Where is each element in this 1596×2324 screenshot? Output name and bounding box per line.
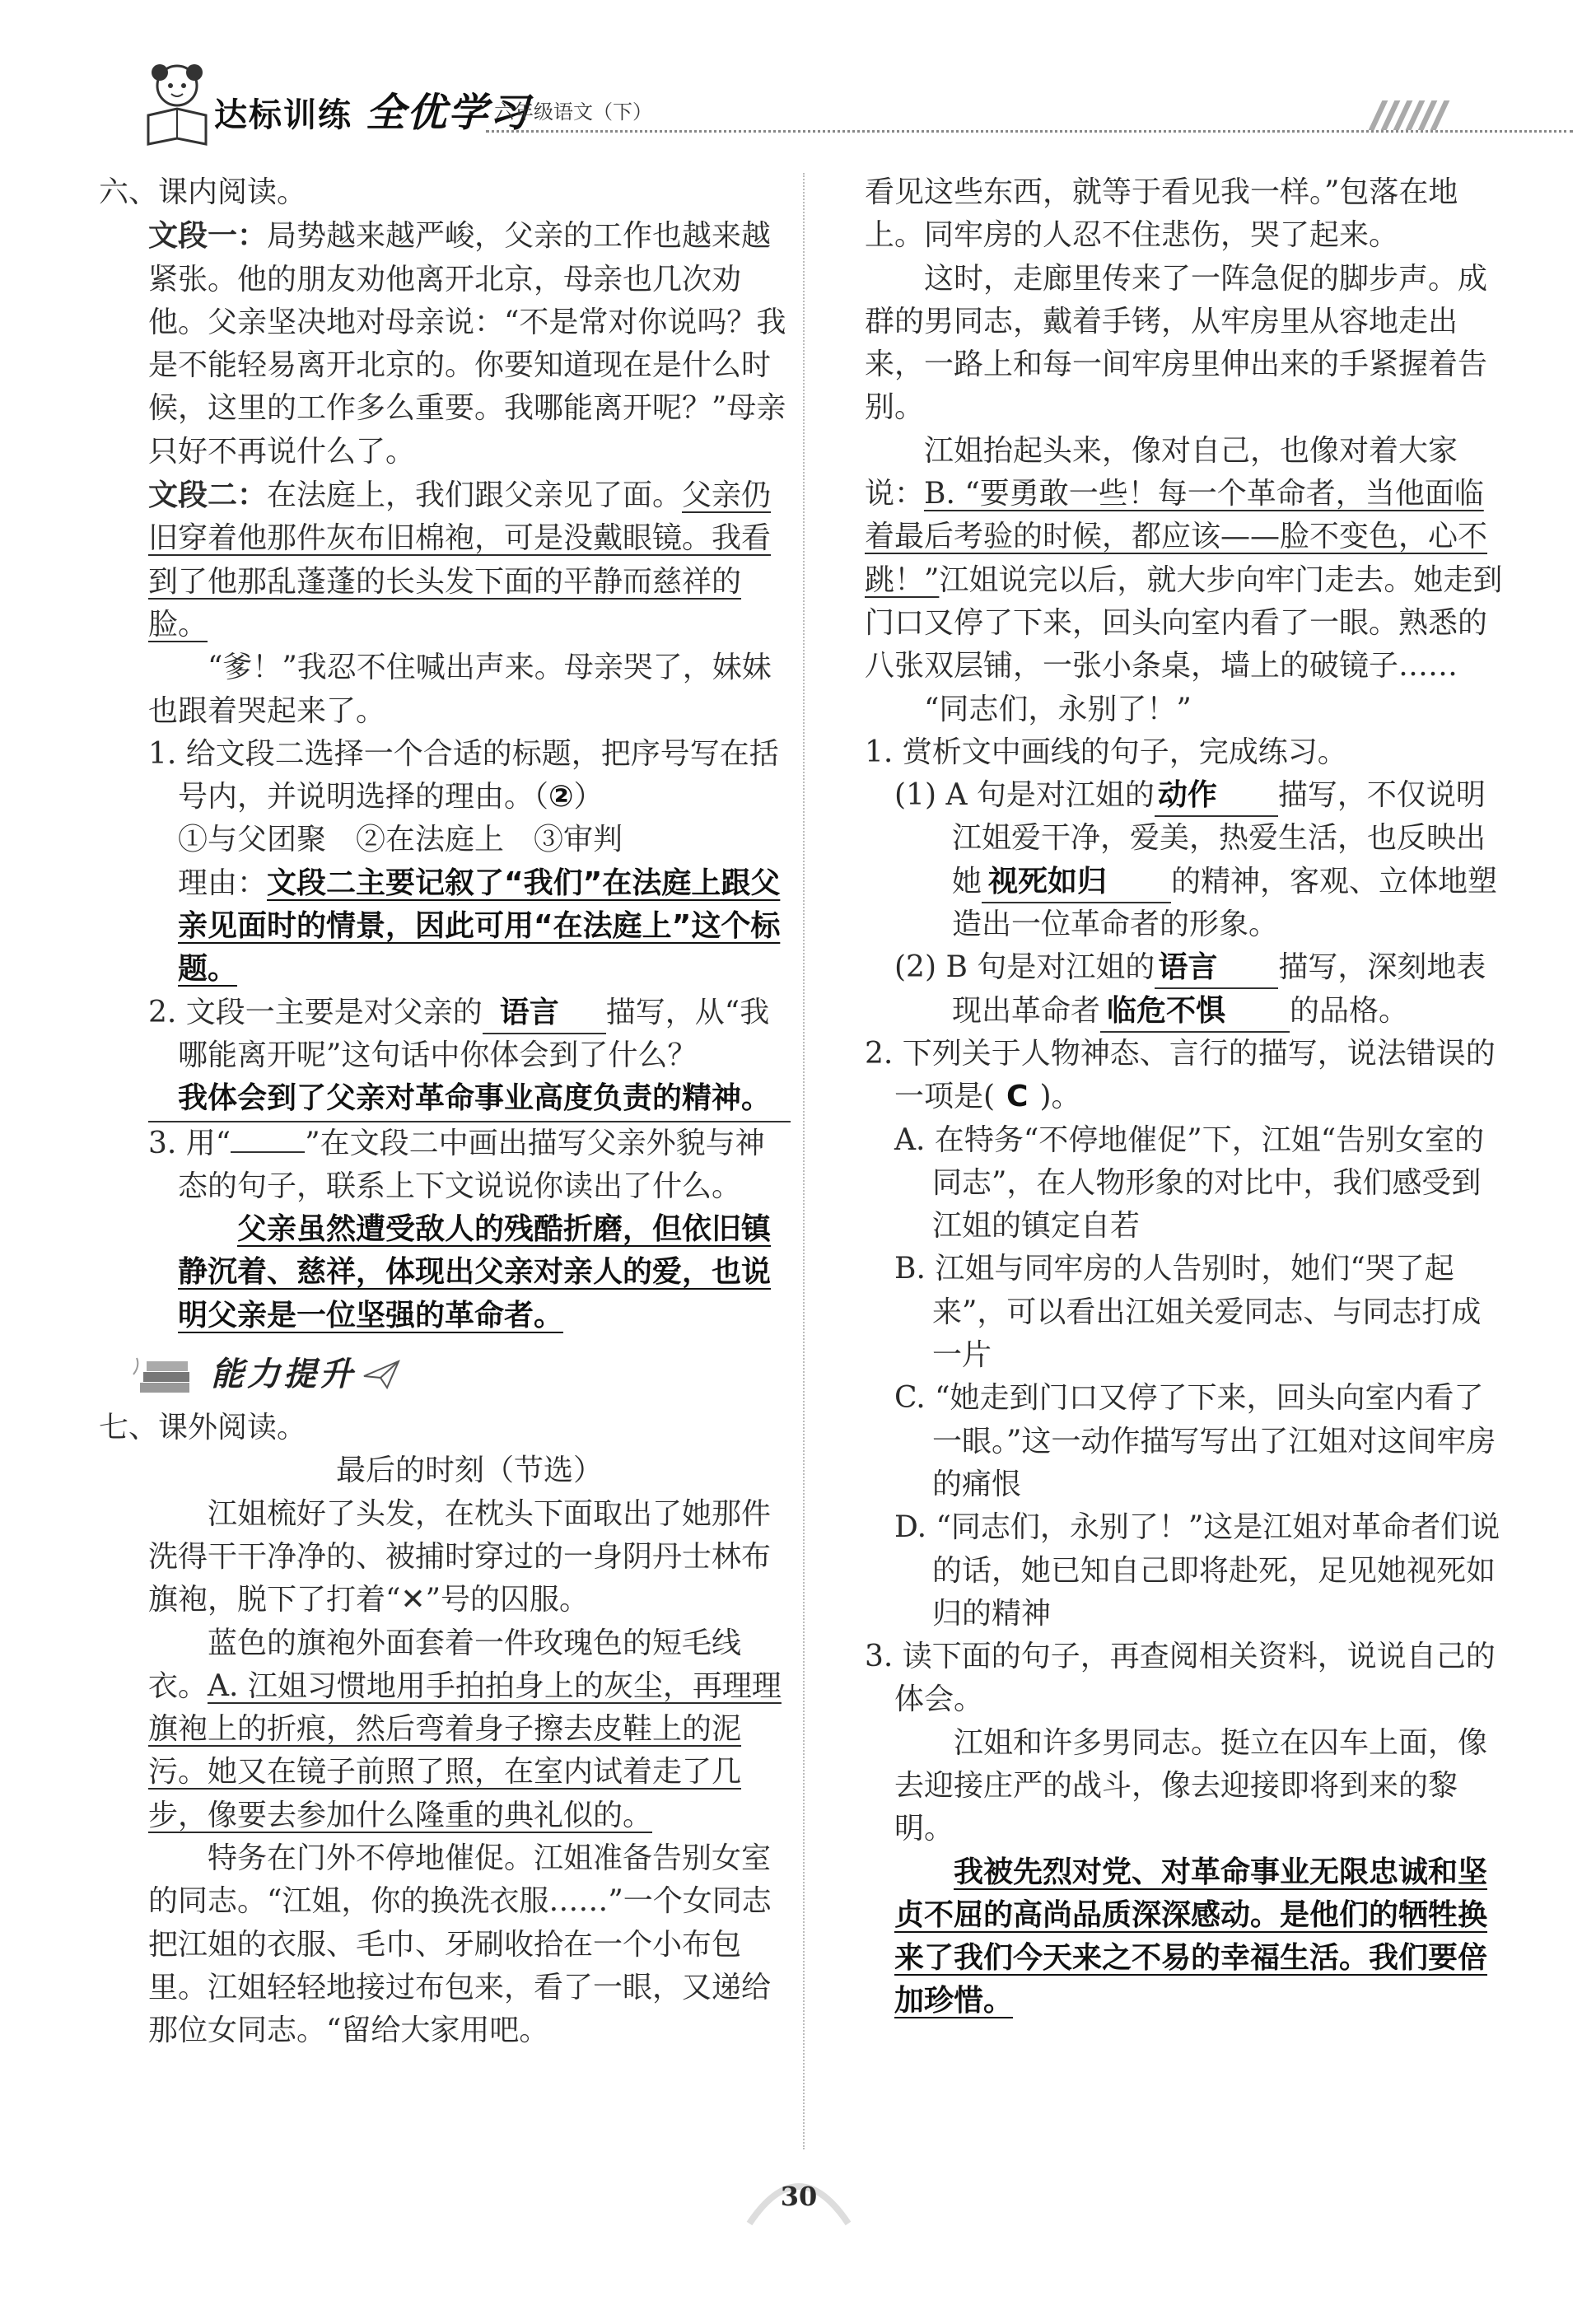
ability-banner bbox=[132, 1346, 791, 1403]
r-question-1-2 bbox=[865, 946, 1507, 1033]
option-d: D. “同志们，永别了！”这是江姐对革命者们说的话，她已知自己即将赴死，足见她视死如归的精神 bbox=[894, 1510, 1500, 1631]
question-2-answer-line bbox=[148, 1077, 791, 1122]
q1-2-text-b: 描写，深刻地表现出革命者 bbox=[952, 950, 1486, 1028]
underline-sample bbox=[231, 1151, 305, 1153]
option-c: C. “她走到门口又停了下来，回头向室内看了一眼。”这一动作描写写出了江姐对这间牢房的痛恨 bbox=[894, 1381, 1496, 1501]
story-para-2 bbox=[148, 1622, 791, 1837]
question-3-answer: 父亲虽然遭受敌人的残酷折磨，但依旧镇静沉着、慈祥，体现出父亲对亲人的爱，也说明父亲是一位坚强的革命者。 bbox=[178, 1212, 772, 1332]
r-question-3-quote: 江姐和许多男同志。挺立在囚车上面，像去迎接庄严的战斗，像去迎接即将到来的黎明。 bbox=[894, 1725, 1488, 1846]
section-heading-6: 六、课内阅读。 bbox=[99, 175, 307, 209]
question-1-reason bbox=[148, 862, 791, 992]
passage-2-label: 文段二： bbox=[148, 478, 268, 513]
grade-label: 六年级语文（下） bbox=[494, 100, 652, 124]
r-question-3-answer: 我被先烈对党、对革命事业无限忠诚和坚贞不屈的高尚品质深深感动。是他们的牺牲换来了我们今天来之不易的幸福生活。我们要倍加珍惜。 bbox=[894, 1855, 1488, 2018]
q1-1-text-b: 描写，不仅说明江姐爱干净，爱美，热爱生活，也反映出她 bbox=[952, 778, 1486, 898]
left-column bbox=[99, 171, 791, 2052]
story-para-6 bbox=[865, 430, 1507, 688]
brand-name: 达标训练 bbox=[214, 96, 352, 134]
passage-2-underlined: 父亲仍旧穿着他那件灰布旧棉袍，可是没戴眼镜。我看到了他那乱蓬蓬的长头发下面的平静而慈祥的脸。 bbox=[148, 478, 772, 642]
r-question-2-answer: C bbox=[1006, 1080, 1029, 1114]
question-1-answer: ② bbox=[548, 780, 574, 814]
r-question-1: 1. 赏析文中画线的句子，完成练习。 bbox=[865, 735, 1347, 769]
brand-series: 全优学习 bbox=[365, 90, 530, 136]
page-header bbox=[124, 49, 1524, 148]
story-title: 最后的时刻（节选） bbox=[335, 1454, 603, 1488]
question-3-text: 3. 用“ bbox=[148, 1126, 231, 1160]
option-a: A. 在特务“不停地催促”下，江姐“告别女室的同志”，在人物形象的对比中，我们感受到江姐的镇定自若 bbox=[894, 1122, 1485, 1244]
passage-3: “爹！”我忍不住喊出声来。母亲哭了，妹妹也跟着哭起来了。 bbox=[148, 651, 772, 728]
question-1-close: ） bbox=[573, 780, 604, 814]
question-1-options: ①与父团聚 ②在法庭上 ③审判 bbox=[178, 823, 623, 857]
question-2-text-b: 描写，从“我哪能离开呢”这句话中你体会到了什么？ bbox=[178, 995, 770, 1072]
passage-1-label: 文段一： bbox=[148, 218, 268, 254]
q1-2-answer-2: 临危不惧 bbox=[1100, 992, 1290, 1033]
story-para-3: 特务在门外不停地催促。江姐准备告别女室的同志。“江姐，你的换洗衣服……”一个女同志把江姐的衣服、毛巾、牙刷收拾在一个小布包里。江姐轻轻地接过布包来，看了一眼，又递给那位女同志。“留给大家用吧。 bbox=[148, 1841, 772, 2048]
question-1-text: 1. 给文段二选择一个合适的标题，把序号写在括号内，并说明选择的理由。（ bbox=[148, 736, 779, 814]
passage-2-text: 在法庭上，我们跟父亲见了面。 bbox=[267, 478, 683, 513]
ability-banner-text: 能力提升 bbox=[211, 1355, 356, 1393]
r-question-2 bbox=[865, 1033, 1507, 1119]
sentence-b-underlined: B. “要勇敢一些！每一个革命者，当他面临着最后考验的时候，都应该——脸不变色，心不跳！” bbox=[865, 477, 1488, 597]
r-question-2-close: )。 bbox=[1039, 1080, 1081, 1114]
page-number bbox=[741, 2158, 856, 2232]
question-3-text-b: ”在文段二中画出描写父亲外貌与神态的句子，联系上下文说说你读出了什么。 bbox=[178, 1126, 765, 1203]
right-column bbox=[865, 171, 1507, 2023]
story-para-2-text: 蓝色的旗袍外面套着一件玫瑰色的短毛线衣。 bbox=[148, 1626, 742, 1703]
r-question-3: 3. 读下面的句子，再查阅相关资料，说说自己的体会。 bbox=[865, 1640, 1496, 1717]
q1-2-text: (2) B 句是对江姐的 bbox=[894, 950, 1155, 985]
option-b: B. 江姐与同牢房的人告别时，她们“哭了起来”，可以看出江姐关爱同志、与同志打成一片 bbox=[894, 1252, 1482, 1373]
story-para-5: 这时，走廊里传来了一阵急促的脚步声。成群的男同志，戴着手铐，从牢房里从容地走出来，一路上和每一间牢房里伸出来的手紧握着告别。 bbox=[865, 261, 1488, 425]
story-para-6-text-b: 江姐说完以后，就大步向牢门走去。她走到门口又停了下来，回头向室内看了一眼。熟悉的八张双层铺，一张小条桌，墙上的破镜子…… bbox=[865, 562, 1503, 684]
story-para-1: 江姐梳好了头发，在枕头下面取出了她那件洗得干干净净的、被捕时穿过的一身阴丹士林布旗袍，脱下了打着“✕”号的囚服。 bbox=[148, 1496, 772, 1617]
story-para-6-text: 江姐抬起头来，像对自己，也像对着大家说： bbox=[865, 433, 1458, 511]
q1-1-answer-2: 视死如归 bbox=[982, 862, 1171, 903]
q1-1-answer: 动作 bbox=[1155, 776, 1278, 817]
question-3 bbox=[148, 1122, 791, 1209]
r-question-2-text: 2. 下列关于人物神态、言行的描写，说法错误的一项是( bbox=[865, 1036, 1496, 1114]
story-para-4: 看见这些东西，就等于看见我一样。”包落在地上。同牢房的人忍不住悲伤，哭了起来。 bbox=[865, 175, 1458, 253]
q1-1-text-c: 的精神，客观、立体地塑造出一位革命者的形象。 bbox=[952, 864, 1498, 942]
passage-2 bbox=[148, 474, 791, 646]
sentence-a-underlined: A. 江姐习惯地用手拍拍身上的灰尘，再理理旗袍上的折痕，然后弯着身子擦去皮鞋上的泥污。她又在镜子前照了照，在室内试着走了几步，像要去参加什么隆重的典礼似的。 bbox=[148, 1668, 782, 1832]
story-para-7: “同志们，永别了！” bbox=[924, 692, 1192, 726]
header-stripes bbox=[1375, 100, 1449, 133]
question-2-answer-2: 我体会到了父亲对革命事业高度负责的精神。 bbox=[178, 1081, 772, 1116]
q1-2-text-c: 的品格。 bbox=[1290, 993, 1409, 1028]
question-2-text: 2. 文段一主要是对父亲的 bbox=[148, 995, 483, 1029]
q1-1-text: (1) A 句是对江姐的 bbox=[894, 778, 1155, 813]
q1-2-answer: 语言 bbox=[1155, 948, 1278, 989]
reason-answer: 文段二主要记叙了“我们”在法庭上跟父亲见面时的情景，因此可用“在法庭上”这个标题。 bbox=[178, 866, 781, 987]
question-2 bbox=[148, 992, 791, 1078]
passage-1 bbox=[148, 214, 791, 474]
reason-label: 理由： bbox=[178, 866, 268, 900]
books-icon bbox=[132, 1350, 206, 1399]
question-1 bbox=[148, 733, 791, 819]
paper-plane-icon bbox=[362, 1358, 400, 1391]
question-2-answer: 语言 bbox=[483, 993, 606, 1034]
r-question-1-1 bbox=[865, 774, 1507, 946]
passage-1-text: 局势越来越严峻，父亲的工作也越来越紧张。他的朋友劝他离开北京，母亲也几次劝他。父亲坚决地对母亲说：“不是常对你说吗？我是不能轻易离开北京的。你要知道现在是什么时候，这里的工作多么重要。我哪能离开呢？”母亲只好不再说什么了。 bbox=[148, 219, 786, 469]
column-divider bbox=[803, 173, 805, 2149]
page-number-text: 30 bbox=[780, 2181, 818, 2212]
section-heading-7: 七、课外阅读。 bbox=[99, 1411, 307, 1445]
brand-title bbox=[214, 81, 530, 138]
